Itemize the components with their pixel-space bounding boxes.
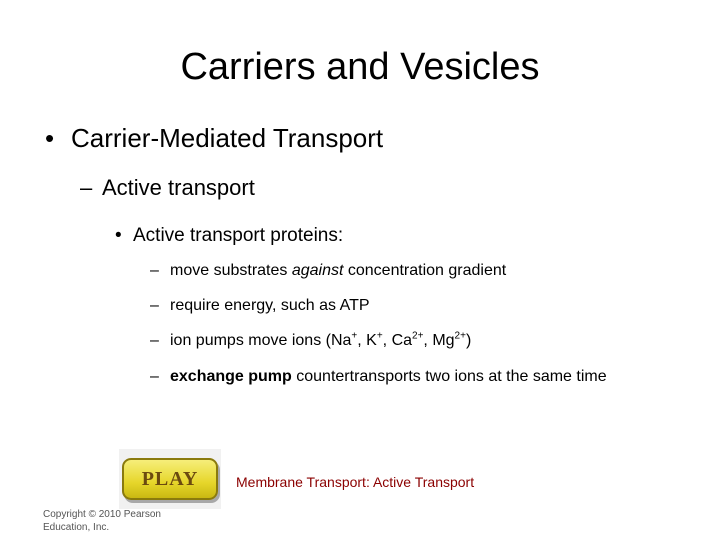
item-text: ) [465, 332, 472, 349]
play-button[interactable] [119, 449, 221, 509]
animation-link[interactable]: Membrane Transport: Active Transport [236, 474, 475, 490]
item-text: ion pumps move ions (Na [170, 332, 352, 349]
item-require-energy [150, 294, 370, 318]
dash-marker: – [150, 297, 159, 314]
bullet-active-transport-proteins [115, 222, 343, 250]
item-move-substrates [150, 259, 506, 283]
bullet-text: Carrier-Mediated Transport [71, 123, 384, 153]
dash-marker: – [150, 262, 159, 279]
bullet-text: Active transport [102, 175, 255, 200]
term-exchange-pump: exchange pump [170, 368, 292, 385]
play-label: PLAY [141, 468, 199, 490]
dash-marker: – [150, 332, 159, 349]
charge-superscript: 2+ [412, 330, 424, 342]
item-text: , Ca [382, 332, 413, 349]
item-text: require energy, such as ATP [170, 297, 370, 314]
copyright-notice [43, 508, 161, 534]
slide-title: Carriers and Vesicles [180, 46, 540, 88]
item-text: countertransports two ions at the same time [291, 368, 607, 385]
bullet-marker: • [115, 225, 122, 246]
charge-superscript: 2+ [454, 330, 466, 342]
dash-marker: – [150, 368, 159, 385]
charge-superscript: + [351, 330, 358, 342]
copyright-line: Copyright © 2010 Pearson [43, 509, 161, 520]
dash-marker: – [80, 175, 93, 200]
bullet-text: Active transport proteins: [133, 225, 344, 246]
bullet-marker: • [45, 123, 55, 153]
bullet-active-transport [80, 172, 255, 204]
emphasis-against: against [291, 262, 344, 279]
item-text: , Mg [423, 332, 455, 349]
charge-superscript: + [376, 330, 383, 342]
copyright-line: Education, Inc. [43, 522, 110, 533]
item-text: move substrates [170, 262, 292, 279]
item-exchange-pump [150, 365, 607, 389]
bullet-carrier-mediated-transport [45, 120, 383, 156]
play-button-face[interactable] [122, 458, 218, 500]
item-ion-pumps [150, 329, 471, 353]
item-text: , K [357, 332, 377, 349]
item-text: concentration gradient [343, 262, 507, 279]
